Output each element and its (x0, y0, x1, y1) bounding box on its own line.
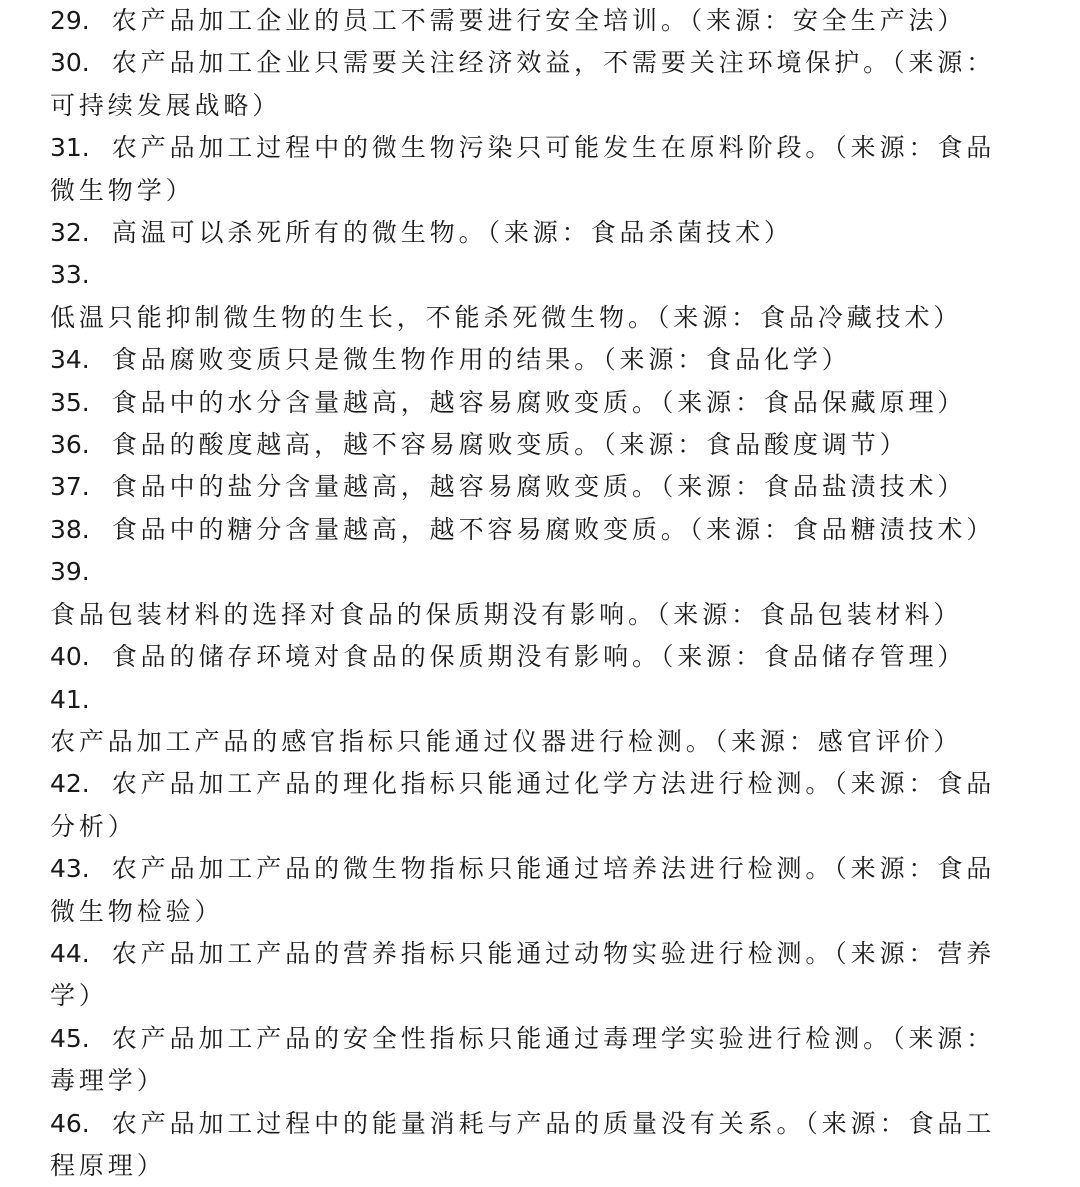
statement-item (50, 339, 1022, 381)
statement-item (50, 763, 1022, 848)
statement-text: 食品的酸度越高，越不容易腐败变质。（来源：食品酸度调节） (111, 430, 909, 460)
statement-number: 36. (50, 430, 90, 460)
statement-number: 38. (50, 514, 90, 544)
statement-text: 食品包装材料的选择对食品的保质期没有影响。（来源：食品包装材料） (50, 599, 963, 629)
statement-number: 44. (50, 938, 90, 968)
statement-number: 41. (50, 684, 90, 714)
statement-number: 45. (50, 1023, 90, 1053)
statement-item (50, 212, 1022, 254)
statement-item (50, 42, 1022, 127)
statement-number: 40. (50, 642, 90, 672)
statement-number: 35. (50, 387, 90, 417)
statement-item (50, 848, 1022, 933)
statement-number: 37. (50, 472, 90, 502)
statement-item (50, 636, 1022, 678)
statement-text: 农产品加工过程中的微生物污染只可能发生在原料阶段。（来源：食品微生物学） (50, 133, 996, 205)
statement-item (50, 254, 1022, 339)
statement-number: 46. (50, 1108, 90, 1138)
statement-item (50, 466, 1022, 508)
statement-text: 低温只能抑制微生物的生长，不能杀死微生物。（来源：食品冷藏技术） (50, 302, 963, 332)
statement-text: 农产品加工产品的微生物指标只能通过培养法进行检测。（来源：食品微生物检验） (50, 854, 996, 926)
statement-text: 农产品加工企业只需要关注经济效益，不需要关注环境保护。（来源：可持续发展战略） (50, 48, 996, 120)
statement-item (50, 551, 1022, 636)
statement-item (50, 933, 1022, 1018)
statement-item (50, 509, 1022, 551)
statement-number: 30. (50, 48, 90, 78)
document-body (50, 0, 1022, 1187)
statement-text: 农产品加工产品的安全性指标只能通过毒理学实验进行检测。（来源：毒理学） (50, 1023, 996, 1096)
statement-text: 农产品加工过程中的能量消耗与产品的质量没有关系。（来源：食品工程原理） (50, 1108, 996, 1180)
statement-number: 39. (50, 557, 90, 587)
statement-number: 33. (50, 260, 90, 290)
statement-item (50, 1018, 1022, 1103)
statement-item (50, 1103, 1022, 1187)
statement-text: 高温可以杀死所有的微生物。（来源：食品杀菌技术） (111, 218, 793, 248)
statement-text: 农产品加工产品的营养指标只能通过动物实验进行检测。（来源：营养学） (50, 938, 996, 1011)
statement-item (50, 0, 1022, 42)
statement-text: 食品中的盐分含量越高，越容易腐败变质。（来源：食品盐渍技术） (111, 472, 967, 502)
statement-text: 农产品加工产品的感官指标只能通过仪器进行检测。（来源：感官评价） (50, 726, 963, 756)
statement-text: 农产品加工产品的理化指标只能通过化学方法进行检测。（来源：食品分析） (50, 769, 996, 841)
statement-number: 32. (50, 218, 90, 248)
statement-item (50, 424, 1022, 466)
statement-number: 42. (50, 769, 90, 799)
statement-text: 食品腐败变质只是微生物作用的结果。（来源：食品化学） (111, 345, 851, 375)
statement-number: 34. (50, 345, 90, 375)
statement-item (50, 382, 1022, 424)
statement-text: 食品中的水分含量越高，越容易腐败变质。（来源：食品保藏原理） (111, 387, 967, 417)
statement-number: 43. (50, 854, 90, 884)
statement-item (50, 127, 1022, 212)
statement-number: 29. (50, 6, 90, 35)
statement-number: 31. (50, 133, 90, 163)
statement-text: 食品中的糖分含量越高，越不容易腐败变质。（来源：食品糖渍技术） (111, 514, 996, 544)
statement-text: 食品的储存环境对食品的保质期没有影响。（来源：食品储存管理） (111, 642, 967, 672)
statement-item (50, 679, 1022, 764)
statement-text: 农产品加工企业的员工不需要进行安全培训。（来源：安全生产法） (111, 6, 967, 35)
